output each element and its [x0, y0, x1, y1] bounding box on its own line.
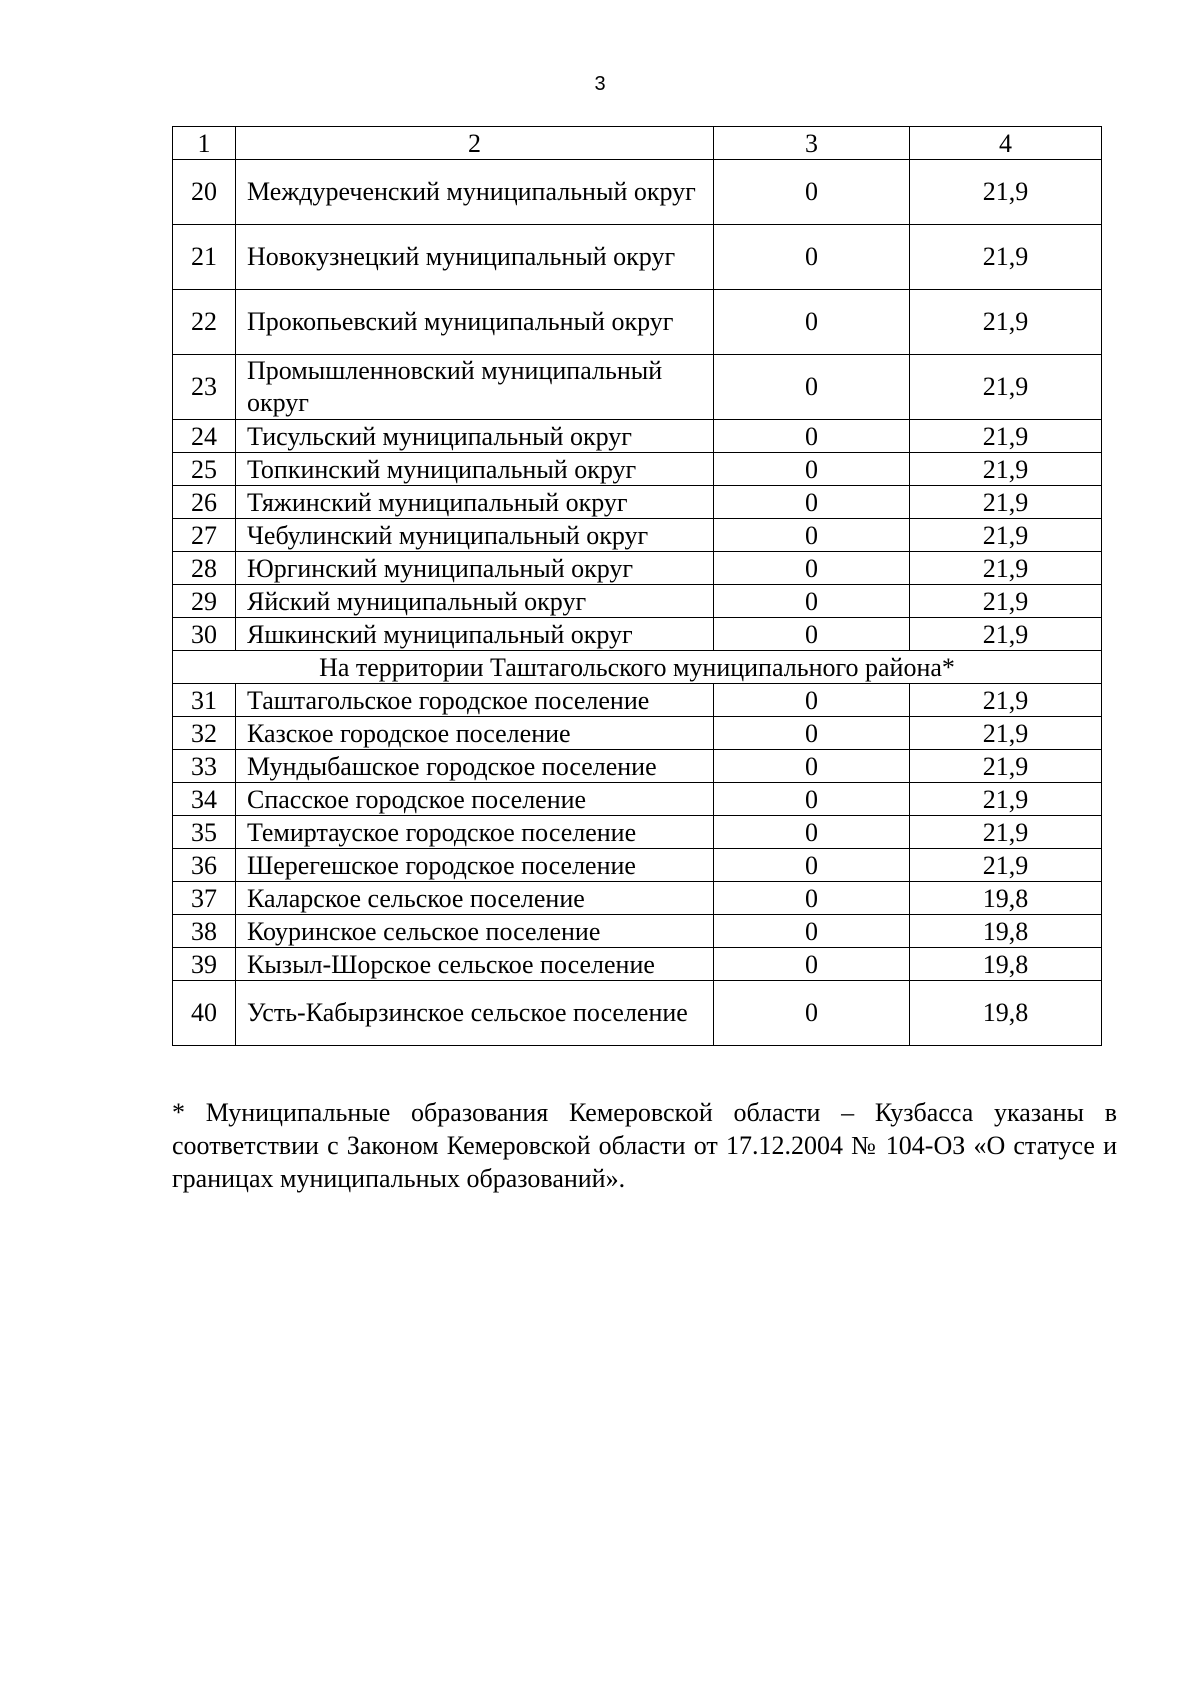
municipality-name-cell: Новокузнецкий муниципальный округ — [236, 225, 714, 290]
row-number-cell: 31 — [173, 684, 236, 717]
column-3-value-cell: 0 — [714, 783, 910, 816]
footnote: * Муниципальные образования Кемеровской области – Кузбасса указаны в соответствии с Законом Кемеровской области от 17.12.2004 № 104-ОЗ «О статусе и границах муниципальных образований». — [172, 1098, 1117, 1193]
municipality-name-cell: Кызыл-Шорское сельское поселение — [236, 948, 714, 981]
municipality-name-cell: Каларское сельское поселение — [236, 882, 714, 915]
table-row — [173, 453, 1102, 486]
column-4-value-cell: 21,9 — [910, 750, 1102, 783]
row-number-cell: 23 — [173, 355, 236, 420]
column-4-value-cell: 21,9 — [910, 783, 1102, 816]
column-header-2: 2 — [236, 127, 714, 160]
municipality-name-cell: Мундыбашское городское поселение — [236, 750, 714, 783]
column-3-value-cell: 0 — [714, 552, 910, 585]
column-3-value-cell: 0 — [714, 585, 910, 618]
data-table — [172, 126, 1102, 1046]
row-number-cell: 32 — [173, 717, 236, 750]
municipality-name-cell: Яшкинский муниципальный округ — [236, 618, 714, 651]
table-row — [173, 420, 1102, 453]
column-4-value-cell: 21,9 — [910, 816, 1102, 849]
column-4-value-cell: 21,9 — [910, 849, 1102, 882]
municipality-name-cell: Шерегешское городское поселение — [236, 849, 714, 882]
municipality-name-cell: Юргинский муниципальный округ — [236, 552, 714, 585]
municipality-name-cell: Усть-Кабырзинское сельское поселение — [236, 981, 714, 1046]
column-4-value-cell: 21,9 — [910, 519, 1102, 552]
row-number-cell: 20 — [173, 160, 236, 225]
row-number-cell: 26 — [173, 486, 236, 519]
table-row — [173, 355, 1102, 420]
row-number-cell: 28 — [173, 552, 236, 585]
table-row — [173, 882, 1102, 915]
column-4-value-cell: 21,9 — [910, 355, 1102, 420]
table-row — [173, 519, 1102, 552]
table-row — [173, 684, 1102, 717]
column-4-value-cell: 19,8 — [910, 948, 1102, 981]
column-3-value-cell: 0 — [714, 882, 910, 915]
column-4-value-cell: 21,9 — [910, 453, 1102, 486]
row-number-cell: 36 — [173, 849, 236, 882]
column-3-value-cell: 0 — [714, 225, 910, 290]
column-4-value-cell: 21,9 — [910, 290, 1102, 355]
table-body — [173, 127, 1102, 1046]
column-3-value-cell: 0 — [714, 618, 910, 651]
column-3-value-cell: 0 — [714, 160, 910, 225]
column-3-value-cell: 0 — [714, 486, 910, 519]
column-4-value-cell: 21,9 — [910, 420, 1102, 453]
table-row — [173, 717, 1102, 750]
column-4-value-cell: 21,9 — [910, 684, 1102, 717]
row-number-cell: 22 — [173, 290, 236, 355]
row-number-cell: 24 — [173, 420, 236, 453]
municipality-name-cell: Тяжинский муниципальный округ — [236, 486, 714, 519]
column-3-value-cell: 0 — [714, 717, 910, 750]
column-4-value-cell: 21,9 — [910, 225, 1102, 290]
row-number-cell: 38 — [173, 915, 236, 948]
column-3-value-cell: 0 — [714, 750, 910, 783]
row-number-cell: 21 — [173, 225, 236, 290]
row-number-cell: 27 — [173, 519, 236, 552]
column-header-3: 3 — [714, 127, 910, 160]
table-row — [173, 225, 1102, 290]
column-4-value-cell: 19,8 — [910, 981, 1102, 1046]
row-number-cell: 40 — [173, 981, 236, 1046]
municipality-name-cell: Междуреченский муниципальный округ — [236, 160, 714, 225]
column-4-value-cell: 21,9 — [910, 618, 1102, 651]
section-title: На территории Таштагольского муниципального района* — [173, 651, 1102, 684]
column-3-value-cell: 0 — [714, 981, 910, 1046]
column-4-value-cell: 21,9 — [910, 486, 1102, 519]
row-number-cell: 37 — [173, 882, 236, 915]
row-number-cell: 34 — [173, 783, 236, 816]
column-3-value-cell: 0 — [714, 453, 910, 486]
row-number-cell: 39 — [173, 948, 236, 981]
table-row — [173, 948, 1102, 981]
municipality-name-cell: Топкинский муниципальный округ — [236, 453, 714, 486]
column-3-value-cell: 0 — [714, 849, 910, 882]
table-row — [173, 750, 1102, 783]
page-number: 3 — [594, 73, 606, 95]
municipality-name-cell: Тисульский муниципальный округ — [236, 420, 714, 453]
table-row — [173, 290, 1102, 355]
column-3-value-cell: 0 — [714, 519, 910, 552]
table-row — [173, 585, 1102, 618]
column-4-value-cell: 21,9 — [910, 552, 1102, 585]
table-row — [173, 486, 1102, 519]
row-number-cell: 33 — [173, 750, 236, 783]
column-4-value-cell: 21,9 — [910, 585, 1102, 618]
column-3-value-cell: 0 — [714, 915, 910, 948]
column-header-4: 4 — [910, 127, 1102, 160]
table-row — [173, 915, 1102, 948]
table-row — [173, 816, 1102, 849]
table-row — [173, 160, 1102, 225]
row-number-cell: 29 — [173, 585, 236, 618]
municipality-name-cell: Таштагольское городское поселение — [236, 684, 714, 717]
column-4-value-cell: 19,8 — [910, 882, 1102, 915]
row-number-cell: 35 — [173, 816, 236, 849]
table-row — [173, 618, 1102, 651]
column-3-value-cell: 0 — [714, 420, 910, 453]
column-3-value-cell: 0 — [714, 684, 910, 717]
column-3-value-cell: 0 — [714, 290, 910, 355]
table-row — [173, 783, 1102, 816]
column-3-value-cell: 0 — [714, 816, 910, 849]
column-header-1: 1 — [173, 127, 236, 160]
table-row — [173, 849, 1102, 882]
municipality-name-cell: Чебулинский муниципальный округ — [236, 519, 714, 552]
table-row — [173, 981, 1102, 1046]
column-4-value-cell: 19,8 — [910, 915, 1102, 948]
municipality-name-cell: Темиртауское городское поселение — [236, 816, 714, 849]
municipality-name-cell: Коуринское сельское поселение — [236, 915, 714, 948]
column-3-value-cell: 0 — [714, 948, 910, 981]
column-3-value-cell: 0 — [714, 355, 910, 420]
municipality-name-cell: Казское городское поселение — [236, 717, 714, 750]
municipality-name-cell: Спасское городское поселение — [236, 783, 714, 816]
table-header-row — [173, 127, 1102, 160]
column-4-value-cell: 21,9 — [910, 160, 1102, 225]
municipality-name-cell: Промышленновский муниципальный округ — [236, 355, 714, 420]
municipality-name-cell: Яйский муниципальный округ — [236, 585, 714, 618]
municipality-name-cell: Прокопьевский муниципальный округ — [236, 290, 714, 355]
row-number-cell: 25 — [173, 453, 236, 486]
column-4-value-cell: 21,9 — [910, 717, 1102, 750]
section-header-row — [173, 651, 1102, 684]
row-number-cell: 30 — [173, 618, 236, 651]
table-row — [173, 552, 1102, 585]
